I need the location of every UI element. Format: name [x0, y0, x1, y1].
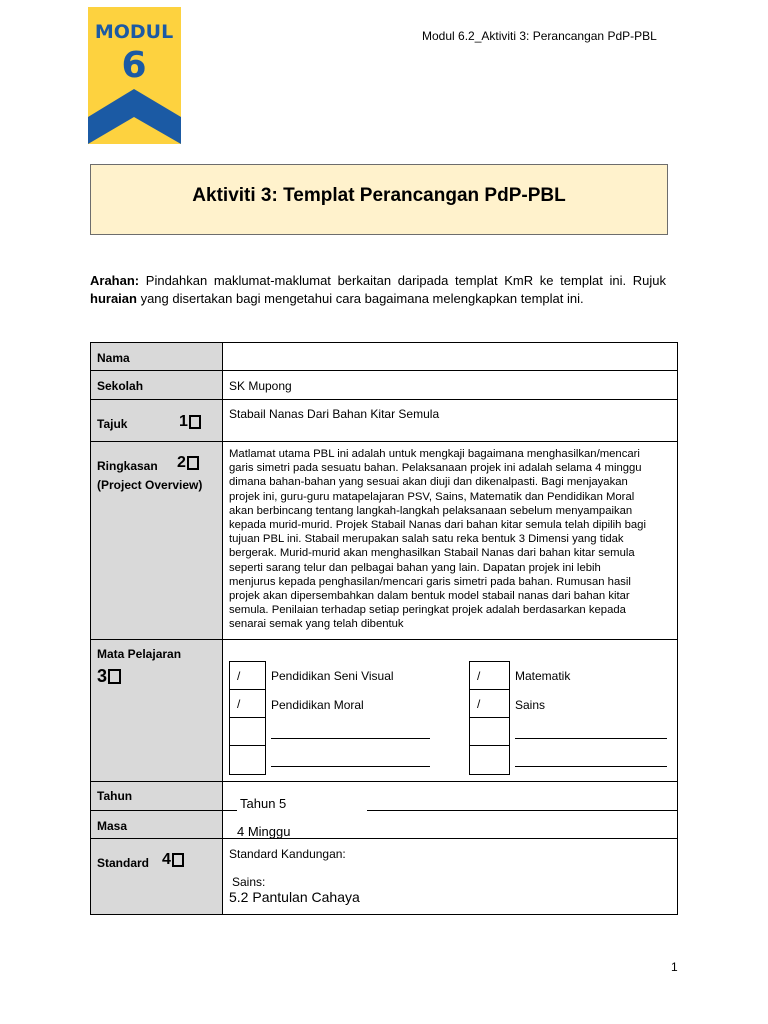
overview-line: Matlamat utama PBL ini adalah untuk mengkaji bagaimana menghasilkan/mencari — [229, 448, 640, 460]
subject-check-box[interactable] — [229, 717, 266, 746]
subject-check-mark: / — [237, 697, 241, 711]
directions-bold-word: huraian — [90, 291, 137, 306]
sekolah-value: SK Mupong — [229, 379, 292, 393]
subject-name: Pendidikan Moral — [271, 698, 364, 712]
checkbox-square-icon — [172, 853, 184, 867]
subject-name: Pendidikan Seni Visual — [271, 669, 394, 683]
subject-check-box[interactable] — [469, 689, 510, 718]
standard-marker — [162, 852, 184, 868]
subject-name: Sains — [515, 698, 546, 712]
subject-check-box[interactable] — [229, 661, 266, 690]
subject-check-box[interactable] — [469, 745, 510, 775]
directions-text-2: yang disertakan bagi mengetahui cara bagaimana melengkapkan templat ini. — [136, 291, 584, 306]
subject-check-mark: / — [477, 669, 481, 683]
checkbox-square-icon — [187, 456, 199, 470]
page-title: Aktiviti 3: Templat Perancangan PdP-PBL — [192, 185, 566, 206]
marker-number: 2 — [177, 454, 186, 471]
overview-line: seperti sarang telur dan pelbagai bahan yang lain. Dapatan projek ini lebih — [229, 561, 601, 574]
subject-name: Matematik — [515, 669, 571, 683]
overview-line: projek akan dipersembahkan dalam bentuk model stabail nanas dari bahan kitar — [229, 590, 630, 603]
logo-word: MODUL — [94, 21, 174, 43]
standard-label: Standard — [97, 856, 150, 870]
ringkasan-sublabel: (Project Overview) — [97, 478, 203, 492]
mata-pelajaran-marker — [97, 667, 121, 685]
tahun-underline — [223, 810, 237, 811]
tajuk-label: Tajuk — [97, 417, 128, 431]
subject-check-mark: / — [477, 697, 481, 711]
page-number: 1 — [671, 960, 678, 974]
logo-number: 6 — [121, 45, 147, 86]
marker-number: 4 — [162, 851, 171, 868]
checkbox-square-icon — [108, 669, 121, 684]
subject-check-box[interactable] — [229, 689, 266, 718]
tahun-label: Tahun — [97, 789, 133, 803]
marker-number: 3 — [97, 666, 108, 686]
overview-line: akan berbincang tentang langkah-langkah pelaksanaan sebelum menyampaikan — [229, 504, 633, 517]
overview-line: garis simetri pada sesuatu bahan. Pelaksanaan projek ini adalah selama 4 minggu — [229, 462, 642, 475]
subject-blank-line — [271, 766, 430, 767]
title-box — [90, 164, 668, 235]
directions-label: Arahan: — [90, 273, 140, 288]
sekolah-label: Sekolah — [97, 379, 144, 393]
mata-pelajaran-label: Mata Pelajaran — [97, 647, 182, 661]
tahun-value: Tahun 5 — [240, 796, 287, 811]
tajuk-marker — [179, 414, 201, 430]
masa-label: Masa — [97, 819, 128, 833]
standard-heading: Standard Kandungan: — [229, 847, 346, 861]
overview-line: projek ini, guru-guru matapelajaran PSV, Sains, Matematik dan Pendidikan Moral — [229, 490, 635, 503]
planning-form-table — [90, 342, 678, 915]
overview-line: dimana bahan-bahan yang sesuai akan diuji dan dikenalpasti. Bagi menjayakan — [229, 476, 628, 489]
overview-line: menjurus kepada penghasilan/mencari garis simetri pada bahan. Rumusan hasil — [229, 575, 631, 588]
overview-line: bergerak. Murid-murid akan menghasilkan Stabail Nanas dari bahan kitar semula — [229, 547, 635, 560]
subject-check-box[interactable] — [469, 661, 510, 690]
subject-check-mark: / — [237, 669, 241, 683]
running-header: Modul 6.2_Aktiviti 3: Perancangan PdP-PBL — [422, 29, 657, 43]
overview-line: kepada murid-murid. Projek Stabail Nanas dari bahan kitar semula telah dipilih bagi — [229, 519, 646, 532]
subject-blank-line — [271, 738, 430, 739]
overview-line: tujuan PBL ini. Stabail merupakan salah satu reka bentuk 3 Dimensi yang tidak — [229, 533, 624, 546]
nama-label: Nama — [97, 351, 130, 365]
overview-line: senarai semak yang telah dibentuk — [229, 618, 404, 631]
standard-subject: Sains: — [232, 875, 266, 889]
directions-paragraph — [90, 272, 666, 308]
subject-blank-line — [515, 738, 667, 739]
modul-badge-icon — [88, 7, 181, 144]
masa-value: 4 Minggu — [237, 824, 291, 839]
project-overview-text — [229, 447, 671, 632]
marker-number: 1 — [179, 413, 188, 430]
tajuk-value: Stabail Nanas Dari Bahan Kitar Semula — [229, 407, 440, 421]
ringkasan-label: Ringkasan — [97, 459, 158, 473]
tahun-underline — [367, 810, 677, 811]
ringkasan-marker — [177, 455, 199, 471]
overview-line: semula. Penilaian terhadap setiap peringkat projek adalah berdasarkan kepada — [229, 604, 626, 617]
checkbox-square-icon — [189, 415, 201, 429]
masa-underline — [365, 838, 677, 839]
subject-blank-line — [515, 766, 667, 767]
subject-check-box[interactable] — [469, 717, 510, 746]
subject-check-box[interactable] — [229, 745, 266, 775]
modul-6-logo — [88, 7, 181, 144]
standard-value: 5.2 Pantulan Cahaya — [229, 889, 360, 905]
directions-text-1: Pindahkan maklumat-maklumat berkaitan daripada templat KmR ke templat ini. Rujuk — [139, 273, 666, 288]
